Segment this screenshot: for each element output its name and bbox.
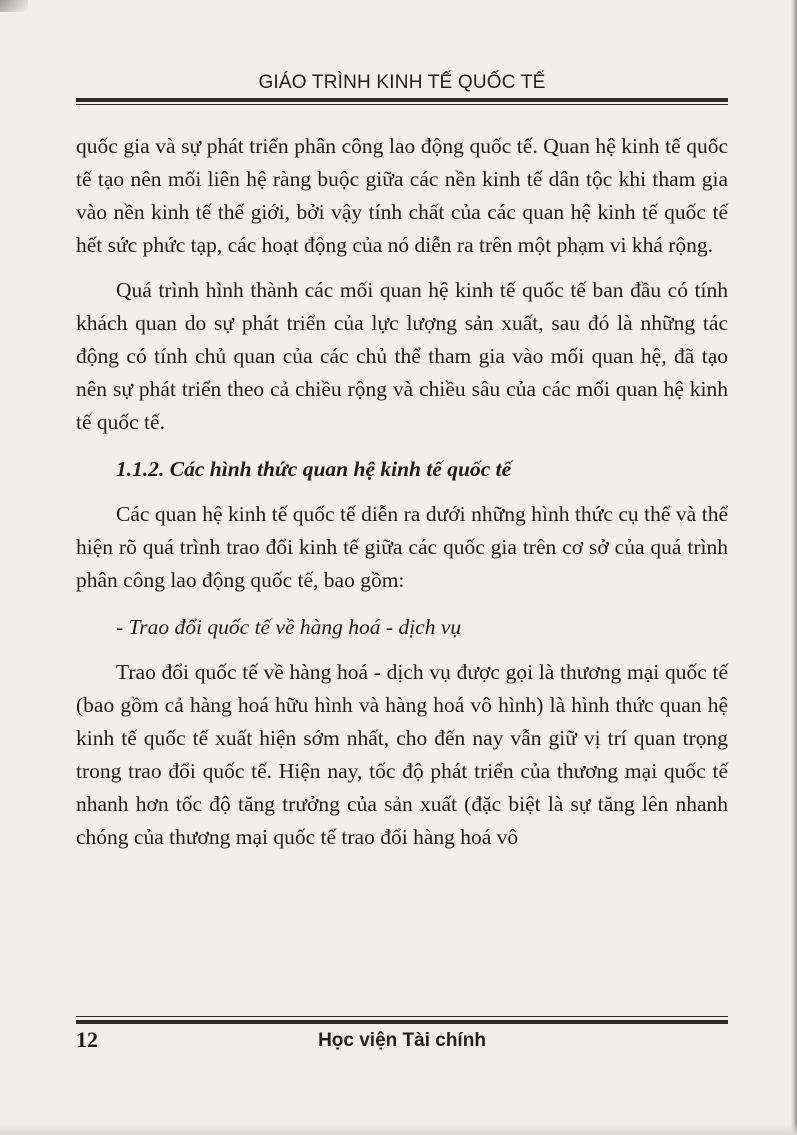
page-corner-shadow (0, 0, 28, 12)
paragraph-formation: Quá trình hình thành các mối quan hệ kinh tế quốc tế ban đầu có tính khách quan do sự phát triển của lực lượng sản xuất, sau đó là những tác động có tính chủ quan của các chủ thể tham gia vào mối quan hệ, đã tạo nên sự phát triển theo cả chiều rộng và chiều sâu của các mối quan hệ kinh tế quốc tế. (76, 278, 728, 434)
running-header-title: GIÁO TRÌNH KINH TẾ QUỐC TẾ (258, 72, 546, 93)
paragraph-continuation: quốc gia và sự phát triển phân công lao động quốc tế. Quan hệ kinh tế quốc tế tạo nên mối liên hệ ràng buộc giữa các nền kinh tế dân tộc khi tham gia vào nền kinh tế thế giới, bởi vậy tính chất của các quan hệ kinh tế quốc tế hết sức phức tạp, các hoạt động của nó diễn ra trên một phạm vi khá rộng. (76, 134, 728, 257)
section-heading: 1.1.2. Các hình thức quan hệ kinh tế quốc tế (116, 457, 512, 481)
paragraph-forms-intro: Các quan hệ kinh tế quốc tế diễn ra dưới những hình thức cụ thể và thể hiện rõ quá trình trao đổi kinh tế giữa các quốc gia trên cơ sở của quá trình phân công lao động quốc tế, bao gồm: (76, 502, 728, 592)
page-number: 12 (76, 1027, 98, 1052)
page-body (76, 130, 728, 854)
paragraph-trade: Trao đổi quốc tế về hàng hoá - dịch vụ được gọi là thương mại quốc tế (bao gồm cả hàng hoá hữu hình và hàng hoá vô hình) là hình thức quan hệ kinh tế quốc tế xuất hiện sớm nhất, cho đến nay vẫn giữ vị trí quan trọng trong trao đổi quốc tế. Hiện nay, tốc độ phát triển của thương mại quốc tế nhanh hơn tốc độ tăng trưởng của sản xuất (đặc biệt là sự tăng lên nhanh chóng của thương mại quốc tế trao đổi hàng hoá vô (76, 660, 728, 849)
subsection-heading: - Trao đổi quốc tế về hàng hoá - dịch vụ (116, 615, 462, 639)
page-right-edge-shadow (791, 0, 797, 1135)
page-bottom-shadow (0, 1123, 797, 1135)
header-rule-thick (76, 98, 728, 102)
running-footer-publisher: Học viện Tài chính (318, 1030, 486, 1051)
footer-rule-thin (76, 1016, 728, 1017)
header-rule-thin (76, 104, 728, 105)
footer-rule-thick (76, 1020, 728, 1024)
